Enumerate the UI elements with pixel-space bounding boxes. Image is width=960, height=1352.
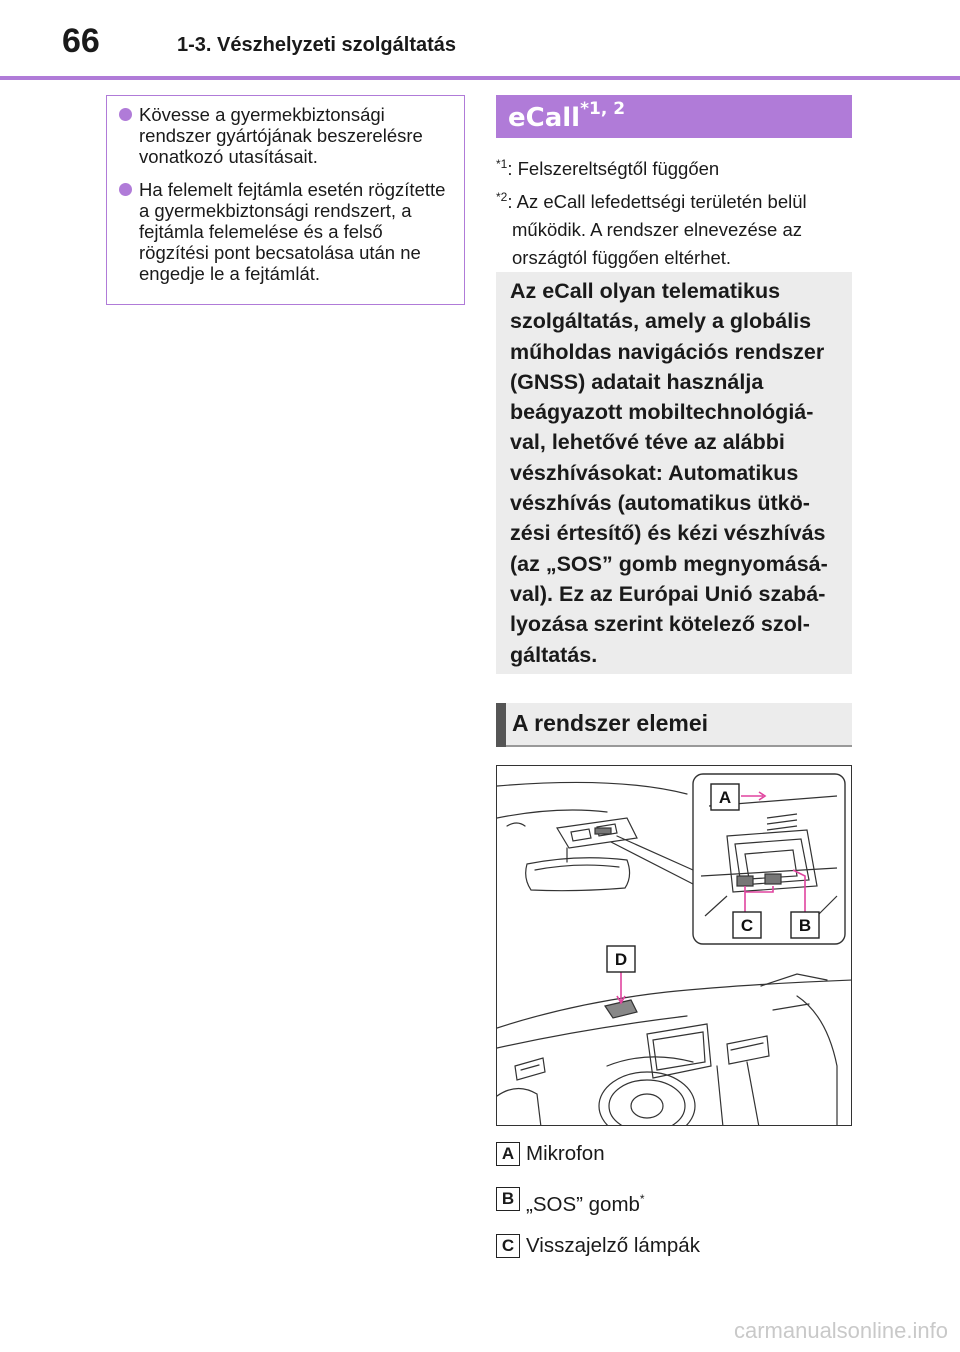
heading-bar — [496, 703, 506, 747]
legend-mark: * — [639, 1192, 645, 1206]
footnote-text: : Felszereltségtől függően — [507, 158, 720, 179]
page-number: 66 — [62, 22, 100, 60]
legend-letter: A — [496, 1142, 520, 1166]
legend-label: Visszajelző lámpák — [526, 1234, 700, 1257]
legend-letter: B — [496, 1187, 520, 1211]
legend-item-b — [496, 1187, 645, 1216]
info-box: Az eCall olyan telematikus szolgáltatás, amely a globális műholdas navigációs rendszer (GNSS) adatait használja beágyazott mobiltechnológiával, lehetővé téve az alábbi vészhívásokat: Automatikus vészhívás (automatikus ütközési értesítő) és kézi vészhívás (az „SOS” gomb megnyomásával). Ez az Európai Unió szabályozása szerint kötelező szolgáltatás. — [496, 272, 852, 674]
components-heading — [496, 703, 852, 747]
legend-label: Mikrofon — [526, 1142, 605, 1165]
callout-a: A — [718, 788, 732, 807]
component-illustration — [496, 765, 852, 1126]
caution-item: Kövesse a gyermekbiztonsági rendszer gyártójának beszerelésre vonatkozó utasításait. — [117, 104, 452, 167]
footnote-mark: *1 — [496, 157, 508, 171]
ecall-heading — [496, 95, 852, 138]
watermark: carmanualsonline.info — [733, 1318, 948, 1343]
callout-c: C — [740, 916, 754, 935]
ecall-title-mark: *1, 2 — [580, 99, 626, 119]
footnote-text: : Az eCall lefedettségi területén belül működik. A rendszer elnevezése az országtól függően eltérhet. — [507, 191, 807, 268]
car-interior-drawing — [497, 766, 852, 1126]
footnote-2 — [496, 183, 852, 272]
legend-label: „SOS” gomb — [526, 1193, 640, 1216]
legend-item-a — [496, 1142, 605, 1166]
callout-d: D — [614, 950, 628, 969]
components-heading-text: A rendszer elemei — [512, 710, 709, 736]
ecall-title: eCall — [508, 103, 581, 133]
callout-b: B — [798, 916, 812, 935]
footnote-1 — [496, 150, 719, 183]
caution-box — [106, 95, 465, 305]
header-divider — [0, 76, 960, 80]
legend-letter: C — [496, 1234, 520, 1258]
footnote-mark: *2 — [496, 190, 508, 204]
caution-item: Ha felemelt fejtámla esetén rögzítette a gyermekbiztonsági rendszert, a fejtámla felemelése és a felső rögzítési pont becsatolása után ne engedje le a fejtámlát. — [117, 179, 452, 284]
section-title: 1-3. Vészhelyzeti szolgáltatás — [177, 34, 457, 56]
legend-item-c — [496, 1234, 700, 1258]
